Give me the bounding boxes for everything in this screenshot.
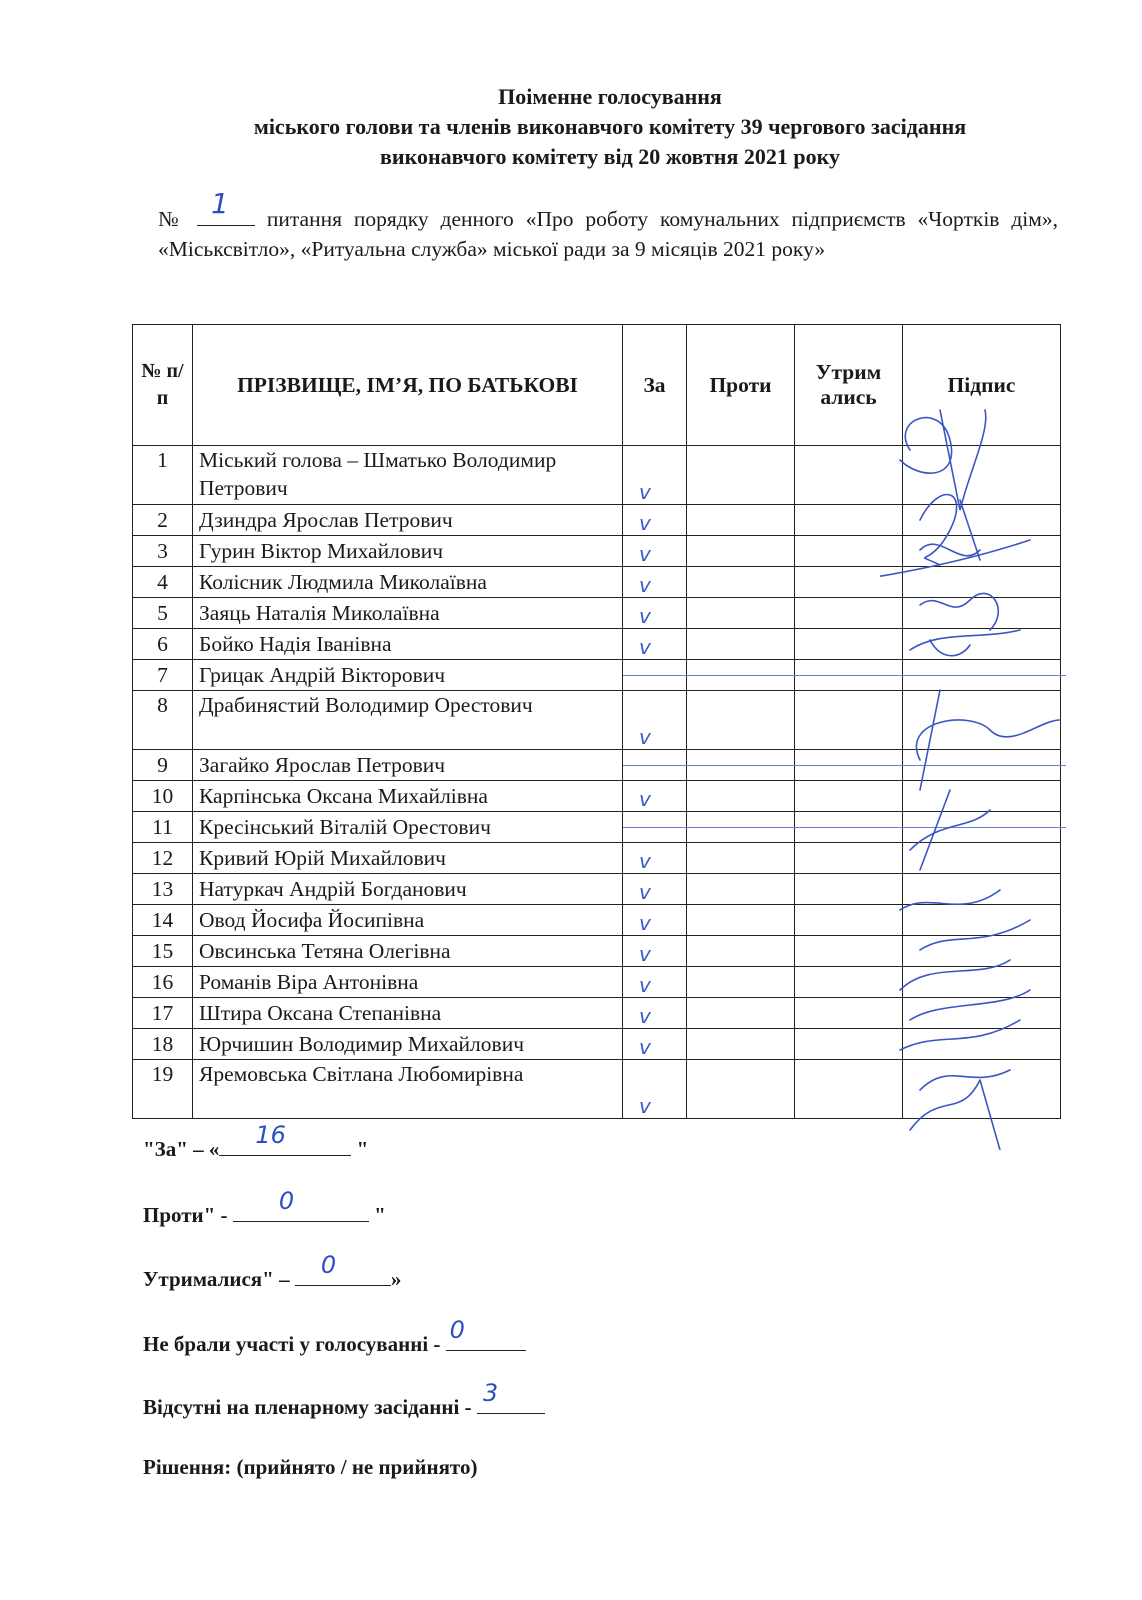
member-name: Колісник Людмила Миколаївна <box>193 567 623 598</box>
vote-against-cell <box>687 812 795 843</box>
strike-line <box>903 765 1066 766</box>
summary-against-label: Проти" - <box>143 1203 228 1227</box>
row-number: 14 <box>133 905 193 936</box>
question-text: питання порядку денного «Про роботу комунальних підприємств «Чортків дім», «Міськсвітло», «Ритуальна служба» міської ради за 9 місяців 2021 року» <box>158 207 1058 261</box>
header-line-3: виконавчого комітету від 20 жовтня 2021 року <box>380 144 840 169</box>
vote-signature-cell <box>903 1029 1061 1060</box>
member-name: Грицак Андрій Вікторович <box>193 660 623 691</box>
vote-against-cell <box>687 567 795 598</box>
vote-against-cell <box>687 781 795 812</box>
check-mark: v <box>639 1004 651 1028</box>
vote-abstained-cell <box>795 536 903 567</box>
vote-signature-cell <box>903 1060 1061 1119</box>
row-number: 2 <box>133 505 193 536</box>
check-mark: v <box>639 1094 651 1118</box>
row-number: 10 <box>133 781 193 812</box>
row-number: 15 <box>133 936 193 967</box>
member-name: Кресінський Віталій Орестович <box>193 812 623 843</box>
row-number: 5 <box>133 598 193 629</box>
row-number: 1 <box>133 446 193 505</box>
member-name: Яремовська Світлана Любомирівна <box>193 1060 623 1119</box>
vote-against-cell <box>687 967 795 998</box>
vote-abstained-cell <box>795 750 903 781</box>
summary-for-close: " <box>356 1137 369 1161</box>
summary-absent <box>143 1379 545 1420</box>
member-name: Бойко Надія Іванівна <box>193 629 623 660</box>
table-row <box>133 1029 1061 1060</box>
table-header-row <box>133 325 1061 446</box>
table-row <box>133 843 1061 874</box>
member-name: Овод Йосифа Йосипівна <box>193 905 623 936</box>
vote-for-cell <box>623 505 687 536</box>
vote-for-cell <box>623 660 687 691</box>
vote-abstained-cell <box>795 998 903 1029</box>
strike-line <box>795 827 908 828</box>
table-row <box>133 660 1061 691</box>
vote-against-cell <box>687 874 795 905</box>
table-row <box>133 905 1061 936</box>
check-mark: v <box>639 725 651 749</box>
summary-against-blank <box>233 1187 369 1222</box>
vote-signature-cell <box>903 967 1061 998</box>
vote-abstained-cell <box>795 505 903 536</box>
vote-for-cell <box>623 567 687 598</box>
summary-abstained-label: Утрималися" – <box>143 1267 290 1291</box>
strike-line <box>903 827 1066 828</box>
check-mark: v <box>639 635 651 659</box>
vote-for-cell <box>623 905 687 936</box>
table-row <box>133 446 1061 505</box>
vote-against-cell <box>687 1029 795 1060</box>
vote-abstained-cell <box>795 843 903 874</box>
summary-not-voted-blank <box>446 1316 526 1351</box>
check-mark: v <box>639 911 651 935</box>
row-number: 12 <box>133 843 193 874</box>
vote-against-cell <box>687 536 795 567</box>
member-name: Натуркач Андрій Богданович <box>193 874 623 905</box>
check-mark: v <box>639 1035 651 1059</box>
row-number: 8 <box>133 691 193 750</box>
summary-absent-blank <box>477 1379 545 1414</box>
vote-abstained-cell <box>795 936 903 967</box>
vote-signature-cell <box>903 750 1061 781</box>
vote-against-cell <box>687 936 795 967</box>
vote-abstained-cell <box>795 598 903 629</box>
check-mark: v <box>639 973 651 997</box>
row-number: 17 <box>133 998 193 1029</box>
table-row <box>133 750 1061 781</box>
vote-against-cell <box>687 691 795 750</box>
vote-abstained-cell <box>795 629 903 660</box>
summary-against-close: " <box>374 1203 386 1227</box>
check-mark: v <box>639 542 651 566</box>
strike-line <box>903 675 1066 676</box>
vote-for-cell <box>623 629 687 660</box>
vote-signature-cell <box>903 905 1061 936</box>
vote-against-cell <box>687 750 795 781</box>
vote-for-cell <box>623 1060 687 1119</box>
member-name: Штира Оксана Степанівна <box>193 998 623 1029</box>
vote-signature-cell <box>903 629 1061 660</box>
vote-signature-cell <box>903 998 1061 1029</box>
check-mark: v <box>639 573 651 597</box>
strike-line <box>623 675 692 676</box>
summary-absent-label: Відсутні на пленарному засіданні - <box>143 1395 472 1419</box>
vote-for-cell <box>623 750 687 781</box>
vote-for-cell <box>623 967 687 998</box>
check-mark: v <box>639 480 651 504</box>
member-name: Загайко Ярослав Петрович <box>193 750 623 781</box>
member-name: Дзиндра Ярослав Петрович <box>193 505 623 536</box>
vote-signature-cell <box>903 505 1061 536</box>
vote-for-cell <box>623 843 687 874</box>
row-number: 13 <box>133 874 193 905</box>
check-mark: v <box>639 942 651 966</box>
row-number: 19 <box>133 1060 193 1119</box>
question-number-sign: № <box>158 207 186 231</box>
check-mark: v <box>639 787 651 811</box>
vote-for-cell <box>623 1029 687 1060</box>
question-number-blank <box>197 187 255 226</box>
summary-decision <box>143 1455 477 1480</box>
check-mark: v <box>639 511 651 535</box>
table-row <box>133 967 1061 998</box>
summary-for-value: 16 <box>255 1121 286 1149</box>
table-row <box>133 998 1061 1029</box>
table-row <box>133 629 1061 660</box>
strike-line <box>687 675 800 676</box>
header-abstained: Утрим ались <box>795 325 903 446</box>
header-line-1: Поіменне голосування <box>498 84 722 109</box>
table-row <box>133 1060 1061 1119</box>
vote-abstained-cell <box>795 1029 903 1060</box>
table-row <box>133 812 1061 843</box>
table-row <box>133 598 1061 629</box>
vote-signature-cell <box>903 660 1061 691</box>
strike-line <box>687 765 800 766</box>
vote-for-cell <box>623 536 687 567</box>
summary-not-voted-label: Не брали участі у голосуванні - <box>143 1332 441 1356</box>
vote-against-cell <box>687 505 795 536</box>
vote-abstained-cell <box>795 967 903 998</box>
table-row <box>133 505 1061 536</box>
member-name: Драбинястий Володимир Орестович <box>193 691 623 750</box>
vote-signature-cell <box>903 781 1061 812</box>
strike-line <box>795 765 908 766</box>
vote-abstained-cell <box>795 691 903 750</box>
vote-signature-cell <box>903 536 1061 567</box>
vote-abstained-cell <box>795 660 903 691</box>
check-mark: v <box>639 604 651 628</box>
header-against: Проти <box>687 325 795 446</box>
vote-against-cell <box>687 843 795 874</box>
summary-abstained-blank <box>295 1251 391 1286</box>
row-number: 4 <box>133 567 193 598</box>
vote-signature-cell <box>903 446 1061 505</box>
vote-for-cell <box>623 936 687 967</box>
vote-abstained-cell <box>795 781 903 812</box>
check-mark: v <box>639 849 651 873</box>
agenda-question <box>158 187 1058 264</box>
vote-for-cell <box>623 598 687 629</box>
vote-for-cell <box>623 812 687 843</box>
header-for: За <box>623 325 687 446</box>
row-number: 16 <box>133 967 193 998</box>
vote-for-cell <box>623 446 687 505</box>
vote-for-cell <box>623 691 687 750</box>
row-number: 3 <box>133 536 193 567</box>
strike-line <box>623 827 692 828</box>
vote-signature-cell <box>903 843 1061 874</box>
row-number: 6 <box>133 629 193 660</box>
document-header <box>120 82 1100 172</box>
summary-abstained-close: » <box>390 1267 402 1291</box>
summary-for <box>143 1121 369 1162</box>
header-signature: Підпис <box>903 325 1061 446</box>
strike-line <box>623 765 692 766</box>
summary-abstained <box>143 1251 402 1292</box>
header-number: № п/п <box>133 325 193 446</box>
summary-decision-label: Рішення: (прийнято / не прийнято) <box>143 1455 478 1479</box>
table-row <box>133 781 1061 812</box>
summary-against <box>143 1187 386 1228</box>
vote-against-cell <box>687 998 795 1029</box>
vote-abstained-cell <box>795 874 903 905</box>
vote-against-cell <box>687 598 795 629</box>
vote-signature-cell <box>903 812 1061 843</box>
header-line-2: міського голови та членів виконавчого комітету 39 чергового засідання <box>253 114 967 139</box>
vote-for-cell <box>623 998 687 1029</box>
header-name: ПРІЗВИЩЕ, ІМ’Я, ПО БАТЬКОВІ <box>193 325 623 446</box>
row-number: 7 <box>133 660 193 691</box>
member-name: Міський голова – Шматько Володимир Петрович <box>193 446 623 505</box>
vote-abstained-cell <box>795 1060 903 1119</box>
member-name: Гурин Віктор Михайлович <box>193 536 623 567</box>
vote-against-cell <box>687 446 795 505</box>
row-number: 11 <box>133 812 193 843</box>
summary-for-label: "За" – « <box>143 1137 220 1161</box>
summary-abstained-value: 0 <box>320 1251 337 1279</box>
vote-signature-cell <box>903 874 1061 905</box>
summary-not-voted-value: 0 <box>449 1316 465 1344</box>
member-name: Овсинська Тетяна Олегівна <box>193 936 623 967</box>
table-row <box>133 691 1061 750</box>
summary-not-voted <box>143 1316 526 1357</box>
vote-table <box>132 324 1061 1119</box>
vote-abstained-cell <box>795 905 903 936</box>
vote-signature-cell <box>903 936 1061 967</box>
question-number: 1 <box>210 187 229 220</box>
summary-for-blank <box>219 1121 351 1156</box>
check-mark: v <box>639 880 651 904</box>
vote-against-cell <box>687 1060 795 1119</box>
vote-against-cell <box>687 629 795 660</box>
strike-line <box>795 675 908 676</box>
vote-abstained-cell <box>795 567 903 598</box>
vote-for-cell <box>623 781 687 812</box>
vote-abstained-cell <box>795 446 903 505</box>
row-number: 9 <box>133 750 193 781</box>
member-name: Заяць Наталія Миколаївна <box>193 598 623 629</box>
table-row <box>133 536 1061 567</box>
member-name: Карпінська Оксана Михайлівна <box>193 781 623 812</box>
summary-absent-value: 3 <box>482 1379 499 1407</box>
member-name: Юрчишин Володимир Михайлович <box>193 1029 623 1060</box>
summary-against-value: 0 <box>278 1187 295 1215</box>
vote-against-cell <box>687 905 795 936</box>
vote-against-cell <box>687 660 795 691</box>
row-number: 18 <box>133 1029 193 1060</box>
vote-abstained-cell <box>795 812 903 843</box>
table-row <box>133 567 1061 598</box>
member-name: Романів Віра Антонівна <box>193 967 623 998</box>
table-row <box>133 874 1061 905</box>
member-name: Кривий Юрій Михайлович <box>193 843 623 874</box>
vote-signature-cell <box>903 567 1061 598</box>
vote-for-cell <box>623 874 687 905</box>
table-row <box>133 936 1061 967</box>
strike-line <box>687 827 800 828</box>
vote-signature-cell <box>903 598 1061 629</box>
vote-signature-cell <box>903 691 1061 750</box>
vote-table-body <box>133 446 1061 1119</box>
